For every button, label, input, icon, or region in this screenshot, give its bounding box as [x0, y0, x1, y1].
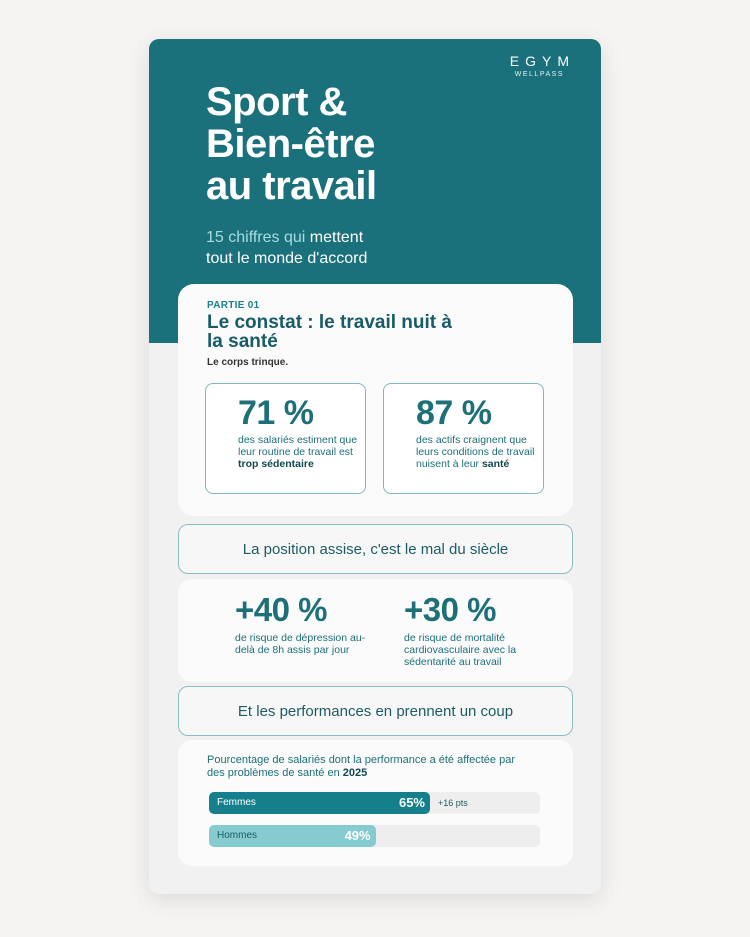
bar-fill-men [209, 825, 376, 847]
title-line-1: Sport & [206, 80, 347, 124]
bar-track-women [209, 792, 540, 814]
brand-logo [509, 53, 575, 78]
bar-value: 65% [398, 795, 425, 810]
section-title: Le constat : le travail nuit à la santé [207, 312, 452, 352]
page-subtitle [206, 227, 367, 269]
stat-value: +30 % [404, 591, 496, 628]
bar-fill-women [209, 792, 430, 814]
stat-card [205, 383, 366, 494]
banner-sitting: La position assise, c'est le mal du siècle [178, 524, 573, 574]
stat-desc-text: des actifs craignent que leurs conditions de travail nuisent à leur [416, 434, 535, 470]
subtitle-highlight: 15 chiffres qui [206, 229, 306, 246]
section-part-label: PARTIE 01 [207, 300, 260, 311]
section-sitting-stats [178, 579, 573, 682]
stat-value: 87 % [416, 394, 492, 432]
stat-description [416, 434, 536, 470]
stat-card [383, 383, 544, 494]
stat-description: de risque de dépression au-delà de 8h assis par jour [235, 632, 366, 656]
stat-desc-text: des salariés estiment que leur routine de travail est [238, 434, 358, 458]
brand-name: EGYM [509, 53, 575, 69]
bar-delta: +16 pts [438, 798, 468, 808]
section-performance [178, 740, 573, 866]
stat-value: 71 % [238, 394, 314, 432]
subtitle-line-2: tout le monde d'accord [206, 250, 368, 267]
performance-year: 2025 [342, 767, 368, 779]
banner-performance: Et les performances en prennent un coup [178, 686, 573, 736]
bar-label: Femmes [217, 797, 256, 808]
performance-text: Pourcentage de salariés dont la performance a été affectée par des problèmes de santé en [207, 754, 515, 779]
performance-description [207, 754, 527, 780]
brand-sub: WELLPASS [514, 71, 564, 78]
stat-description [238, 434, 358, 470]
bar-label: Hommes [217, 830, 258, 841]
section-subtitle: Le corps trinque. [207, 357, 289, 368]
stat-desc-emphasis: santé [481, 458, 510, 470]
bar-value: 49% [344, 828, 371, 843]
subtitle-rest: mettent [305, 229, 364, 246]
title-line-2: Bien-être [206, 122, 375, 166]
page-title [206, 81, 377, 207]
stat-value: +40 % [235, 591, 327, 628]
title-line-3: au travail [206, 164, 377, 208]
stat-desc-emphasis: trop sédentaire [238, 458, 314, 470]
bar-track-men [209, 825, 540, 847]
stat-description: de risque de mortalité cardiovasculaire avec la sédentarité au travail [404, 632, 517, 668]
infographic-card [149, 39, 601, 894]
section-constat [178, 284, 573, 516]
